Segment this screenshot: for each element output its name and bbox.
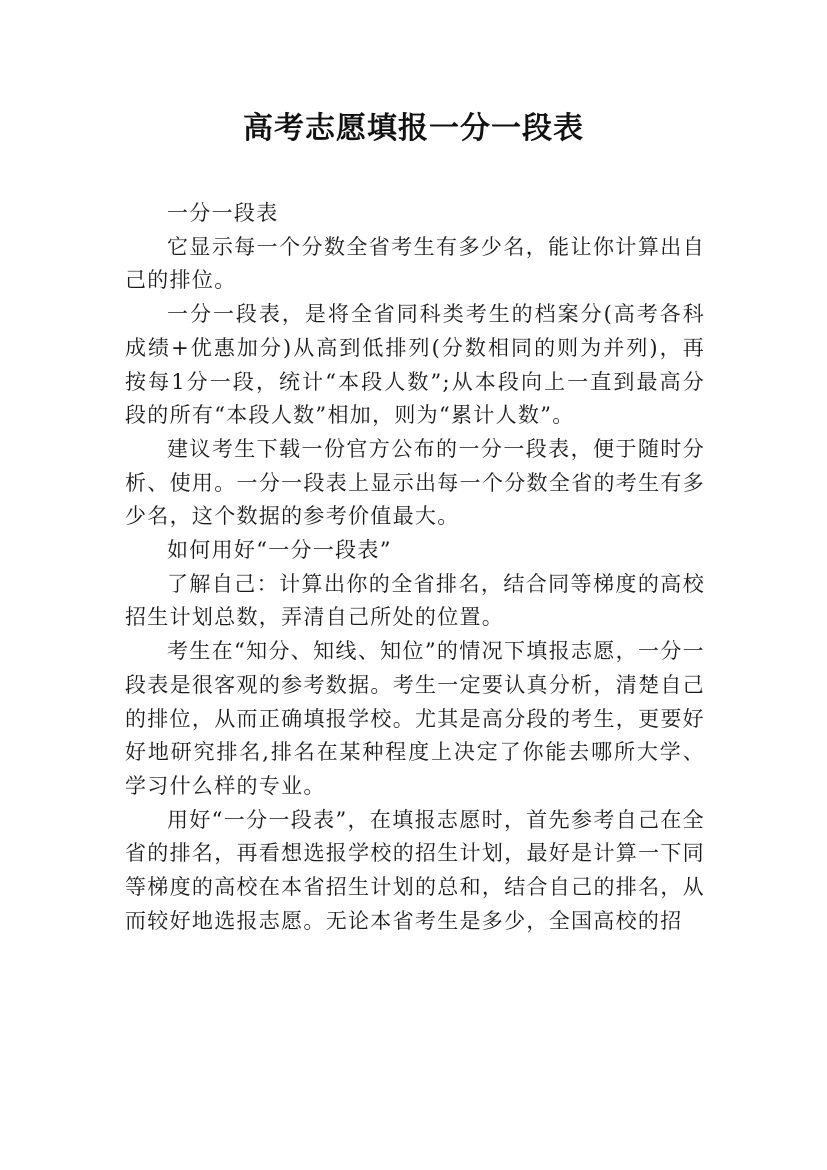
paragraph-definition: 它显示每一个分数全省考生有多少名，能让你计算出自己的排位。	[125, 234, 705, 293]
paragraph-explanation: 一分一段表，是将全省同科类考生的档案分(高考各科成绩+优惠加分)从高到低排列(分数相同的则为并列)，再按每1分一段，统计“本段人数”;从本段向上一直到最高分段的所有“本段人数”相加，则为“累计人数”。	[125, 302, 705, 428]
paragraph-heading-usage: 如何用好“一分一段表”	[167, 538, 392, 563]
paragraph-usage-tips: 用好“一分一段表”，在填报志愿时，首先参考自己在全省的排名，再看想选报学校的招生计划，最好是计算一下同等梯度的高校在本省招生计划的总和，结合自己的排名，从而较好地选报志愿。无论本省考生是多少，全国高校的招	[125, 807, 705, 933]
paragraph-heading-table: 一分一段表	[167, 201, 279, 225]
document-body	[125, 197, 705, 938]
paragraph-advice: 建议考生下载一份官方公布的一分一段表，便于随时分析、使用。一分一段表上显示出每一个分数全省的考生有多少名，这个数据的参考价值最大。	[125, 436, 705, 529]
paragraph-know-yourself: 了解自己：计算出你的全省排名，结合同等梯度的高校招生计划总数，弄清自己所处的位置。	[125, 571, 705, 630]
paragraph-ranking: 考生在“知分、知线、知位”的情况下填报志愿，一分一段表是很客观的参考数据。考生一定要认真分析，清楚自己的排位，从而正确填报学校。尤其是高分段的考生，更要好好地研究排名,排名在某种程度上决定了你能去哪所大学、学习什么样的专业。	[125, 639, 705, 798]
document-title: 高考志愿填报一分一段表	[243, 111, 584, 146]
